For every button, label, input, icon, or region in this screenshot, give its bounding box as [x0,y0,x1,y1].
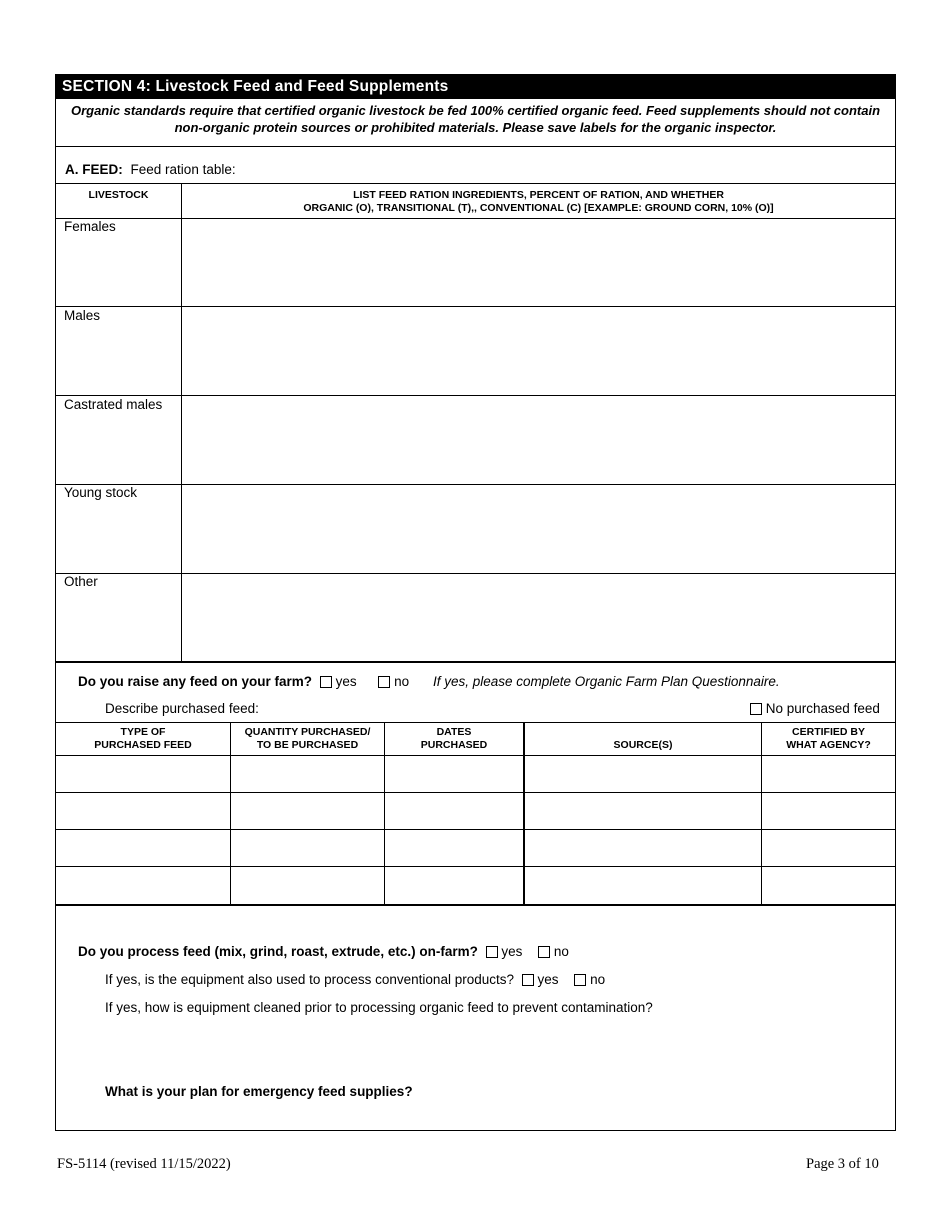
raise-yes-checkbox[interactable] [320,676,332,688]
equipment-yes-label: yes [537,972,559,987]
equipment-yes-checkbox[interactable] [522,974,534,986]
emergency-question: What is your plan for emergency feed supplies? [105,1084,413,1099]
row-label-young-stock: Young stock [64,485,138,500]
process-no-label: no [553,944,569,959]
section-intro: Organic standards require that certified organic livestock be fed 100% certified organic feed. Feed supplements should not contain non-organic protein sources or prohibited materials. Please save labels for the organic inspector. [56,99,895,147]
raise-note: If yes, please complete Organic Farm Plan Questionnaire. [432,674,780,689]
process-yes-label: yes [501,944,523,959]
feed-label: A. FEED: [65,162,123,177]
equipment-no-checkbox[interactable] [574,974,586,986]
row-label-castrated-males: Castrated males [64,397,163,412]
ration-input-castrated-males[interactable] [183,397,894,483]
raise-feed-text: Do you raise any feed on your farm? [78,674,313,689]
row-label-females: Females [64,219,116,234]
form-id: FS-5114 (revised 11/15/2022) [57,1156,231,1172]
raise-no-label: no [394,674,410,689]
process-yes-checkbox[interactable] [486,946,498,958]
col-ration-line2: ORGANIC (O), TRANSITIONAL (T),, CONVENTIONAL (C) [EXAMPLE: GROUND CORN, 10% (O)] [303,202,774,214]
ration-input-young-stock[interactable] [183,486,894,572]
purchase-table-bottom [56,904,895,906]
describe-purchased-label: Describe purchased feed: [105,701,259,716]
equipment-no-label: no [590,972,606,987]
col-type-of-feed [56,726,230,752]
col-ration-line1: LIST FEED RATION INGREDIENTS, PERCENT OF RATION, AND WHETHER [353,189,724,201]
col-type-line2: PURCHASED FEED [94,739,192,751]
col-quantity-line1: QUANTITY PURCHASED/ [244,726,371,738]
raise-no-checkbox[interactable] [378,676,390,688]
process-feed-question [78,944,569,959]
feed-label-row [65,162,236,177]
equipment-text: If yes, is the equipment also used to process conventional products? [105,972,514,987]
col-ration-header [182,189,895,215]
col-sources-line1 [525,726,761,739]
section-title: SECTION 4: Livestock Feed and Feed Supplements [55,74,896,99]
col-dates-line2: PURCHASED [420,739,488,751]
col-type-line1: TYPE OF [120,726,166,738]
purchase-table-top [56,722,895,723]
no-purchased-checkbox[interactable] [750,703,762,715]
process-no-checkbox[interactable] [538,946,550,958]
cleaning-question: If yes, how is equipment cleaned prior to processing organic feed to prevent contamination? [105,1000,653,1015]
col-livestock: LIVESTOCK [88,189,149,201]
raise-feed-question [78,674,780,689]
row-label-males: Males [64,308,101,323]
col-dates [385,726,523,752]
purchase-header-bottom [56,755,895,756]
col-certified-line1: CERTIFIED BY [792,726,865,738]
equipment-question [105,972,605,987]
col-dates-line1: DATES [436,726,472,738]
process-feed-text: Do you process feed (mix, grind, roast, extrude, etc.) on-farm? [78,944,478,959]
purchase-row-divider [56,792,895,793]
col-quantity [231,726,384,752]
col-certified-line2: WHAT AGENCY? [786,739,871,751]
cleaning-answer-area[interactable] [105,1020,885,1075]
emergency-answer-area[interactable] [105,1104,885,1128]
ration-input-females[interactable] [183,220,894,305]
ration-input-males[interactable] [183,308,894,394]
page-number: Page 3 of 10 [806,1156,879,1172]
ration-column-divider [181,183,182,662]
col-sources-line2: SOURCE(S) [613,739,673,751]
no-purchased-label: No purchased feed [765,701,880,716]
feed-sublabel: Feed ration table: [130,162,236,177]
col-certified-by [762,726,895,752]
col-quantity-line2: TO BE PURCHASED [256,739,359,751]
no-purchased-feed-row [750,701,880,716]
raise-yes-label: yes [335,674,357,689]
row-label-other: Other [64,574,98,589]
purchase-row-divider [56,829,895,830]
col-sources [525,726,761,752]
ration-input-other[interactable] [183,575,894,660]
purchase-row-divider [56,866,895,867]
